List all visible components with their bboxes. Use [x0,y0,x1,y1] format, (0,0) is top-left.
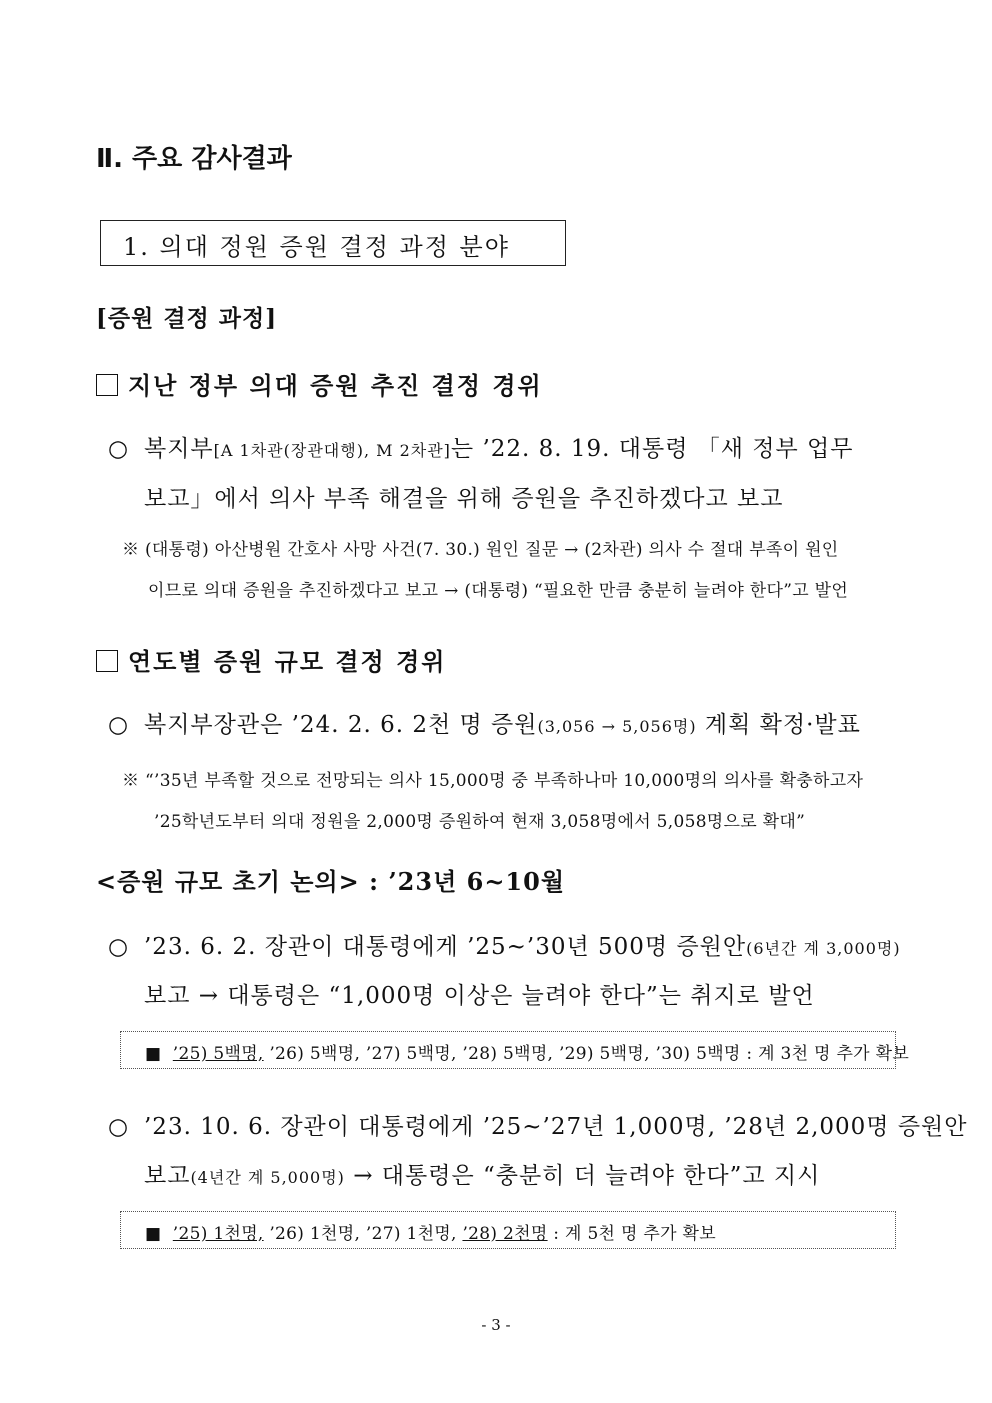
filled-square-bullet-icon: ■ [145,1044,162,1064]
section-title-box [100,220,566,266]
item-2-line-2: 보고(4년간 계 5,000명) → 대통령은 “충분히 더 늘려야 한다”고 지시 [144,1163,821,1189]
topic-2-note-line-1: ※ “’35년 부족할 것으로 전망되는 의사 15,000명 중 부족하나마 10,000명의 의사를 확충하고자 [122,771,864,791]
topic-1-bullet-line-1: ○ 복지부[A 1차관(장관대행), M 2차관]는 ’22. 8. 19. 대통령 「새 정부 업무 [108,436,854,462]
section-title: 1. 의대 정원 증원 결정 과정 분야 [123,233,510,261]
square-bullet-icon [96,650,118,672]
topic-heading-2 [96,642,446,677]
circle-bullet-icon: ○ [108,436,130,462]
item-1-line-2: 보고 → 대통령은 “1,000명 이상은 늘려야 한다”는 취지로 발언 [144,983,815,1009]
page-number: - 3 - [481,1316,511,1334]
square-bullet-icon [96,374,118,396]
item-2-line-1: ○ ’23. 10. 6. 장관이 대통령에게 ’25~’27년 1,000명, ’28년 2,000명 증원안 [108,1114,968,1140]
item-1-detail: ■ ’25) 5백명, ’26) 5백명, ’27) 5백명, ’28) 5백명, ’29) 5백명, ’30) 5백명 : 계 3천 명 추가 확보 [145,1044,910,1064]
item-2-detail-box [120,1211,896,1249]
circle-bullet-icon: ○ [108,1114,130,1140]
item-1-detail-box [120,1031,910,1069]
topic-2-note-line-2: ’25학년도부터 의대 정원을 2,000명 증원하여 현재 3,058명에서 5,058명으로 확대” [154,812,806,832]
chapter-heading: Ⅱ. 주요 감사결과 [96,144,292,174]
topic-1-bullet-line-2: 보고」에서 의사 부족 해결을 위해 증원을 추진하겠다고 보고 [144,486,784,512]
filled-square-bullet-icon: ■ [145,1224,162,1244]
topic-1-title: 지난 정부 의대 증원 추진 결정 경위 [128,371,543,400]
item-1-line-1: ○ ’23. 6. 2. 장관이 대통령에게 ’25~’30년 500명 증원안(6년간 계 3,000명) [108,934,901,960]
bracket-title: [증원 결정 과정] [96,305,278,332]
topic-2-title: 연도별 증원 규모 결정 경위 [128,647,447,676]
item-2-detail: ■ ’25) 1천명, ’26) 1천명, ’27) 1천명, ’28) 2천명 : 계 5천 명 추가 확보 [145,1224,716,1244]
topic-heading-1 [96,366,543,401]
topic-1-note-line-1: ※ (대통령) 아산병원 간호사 사망 사건(7. 30.) 원인 질문 → (2차관) 의사 수 절대 부족이 원인 [122,540,839,560]
sub-heading: <증원 규모 초기 논의> : ’23년 6~10월 [96,867,566,896]
circle-bullet-icon: ○ [108,934,130,960]
circle-bullet-icon: ○ [108,712,130,738]
topic-1-note-line-2: 이므로 의대 증원을 추진하겠다고 보고 → (대통령) “필요한 만큼 충분히 늘려야 한다”고 발언 [148,581,849,601]
topic-2-bullet: ○ 복지부장관은 ’24. 2. 6. 2천 명 증원(3,056 → 5,056명) 계획 확정·발표 [108,712,861,738]
